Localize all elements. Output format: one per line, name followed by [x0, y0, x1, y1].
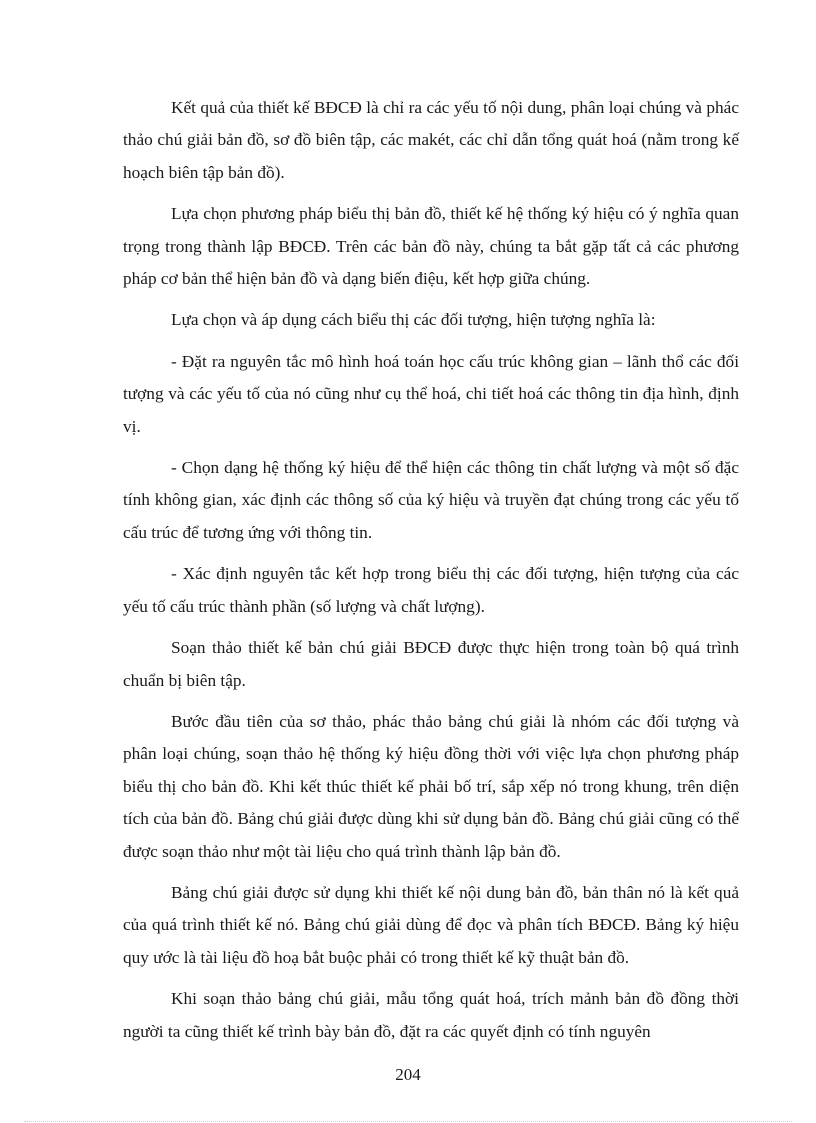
- paragraph-3: Lựa chọn và áp dụng cách biểu thị các đối tượng, hiện tượng nghĩa là:: [171, 310, 656, 330]
- paragraph-10: Khi soạn thảo bảng chú giải, mẫu tổng quát hoá, trích mảnh bản đồ đồng thời người ta cũng thiết kế trình bày bản đồ, đặt ra các quyết định có tính nguyên: [123, 989, 739, 1041]
- paragraph-9: Bảng chú giải được sử dụng khi thiết kế nội dung bản đồ, bản thân nó là kết quả của quá trình thiết kế nó. Bảng chú giải dùng để đọc và phân tích BĐCĐ. Bảng ký hiệu quy ước là tài liệu đồ hoạ bắt buộc phải có trong thiết kế kỹ thuật bản đồ.: [123, 882, 739, 967]
- page-number: 204: [395, 1065, 421, 1084]
- paragraph-6: - Xác định nguyên tắc kết hợp trong biểu thị các đối tượng, hiện tượng của các yếu tố cấu trúc thành phần (số lượng và chất lượng).: [123, 564, 739, 616]
- paragraph-5: - Chọn dạng hệ thống ký hiệu để thể hiện các thông tin chất lượng và một số đặc tính không gian, xác định các thông số của ký hiệu và truyền đạt chúng trong các yếu tố cấu trúc để tương ứng với thông tin.: [123, 458, 739, 542]
- paragraph-2: Lựa chọn phương pháp biểu thị bản đồ, thiết kế hệ thống ký hiệu có ý nghĩa quan trọng trong thành lập BĐCĐ. Trên các bản đồ này, chúng ta bắt gặp tất cả các phương pháp cơ bản thể hiện bản đồ và dạng biến điệu, kết hợp giữa chúng.: [123, 204, 739, 289]
- paragraph-1: Kết quả của thiết kế BĐCĐ là chỉ ra các yếu tố nội dung, phân loại chúng và phác thảo chú giải bản đồ, sơ đồ biên tập, các makét, các chỉ dẫn tổng quát hoá (nằm trong kế hoạch biên tập bản đồ).: [123, 98, 739, 182]
- paragraph-8: Bước đầu tiên của sơ thảo, phác thảo bảng chú giải là nhóm các đối tượng và phân loại chúng, soạn thảo hệ thống ký hiệu đồng thời với việc lựa chọn phương pháp biểu thị cho bản đồ. Khi kết thúc thiết kế phải bố trí, sắp xếp nó trong khung, trên diện tích của bản đồ. Bảng chú giải được dùng khi sử dụng bản đồ. Bảng chú giải cũng có thể được soạn thảo như một tài liệu cho quá trình thành lập bản đồ.: [123, 711, 739, 861]
- paragraph-4: - Đặt ra nguyên tắc mô hình hoá toán học cấu trúc không gian – lãnh thổ các đối tượng và các yếu tố của nó cũng như cụ thể hoá, chi tiết hoá các thông tin địa hình, định vị.: [123, 351, 739, 436]
- footer-divider: [24, 1121, 792, 1122]
- document-page: [123, 92, 739, 1057]
- paragraph-7: Soạn thảo thiết kế bản chú giải BĐCĐ được thực hiện trong toàn bộ quá trình chuẩn bị biên tập.: [123, 638, 739, 690]
